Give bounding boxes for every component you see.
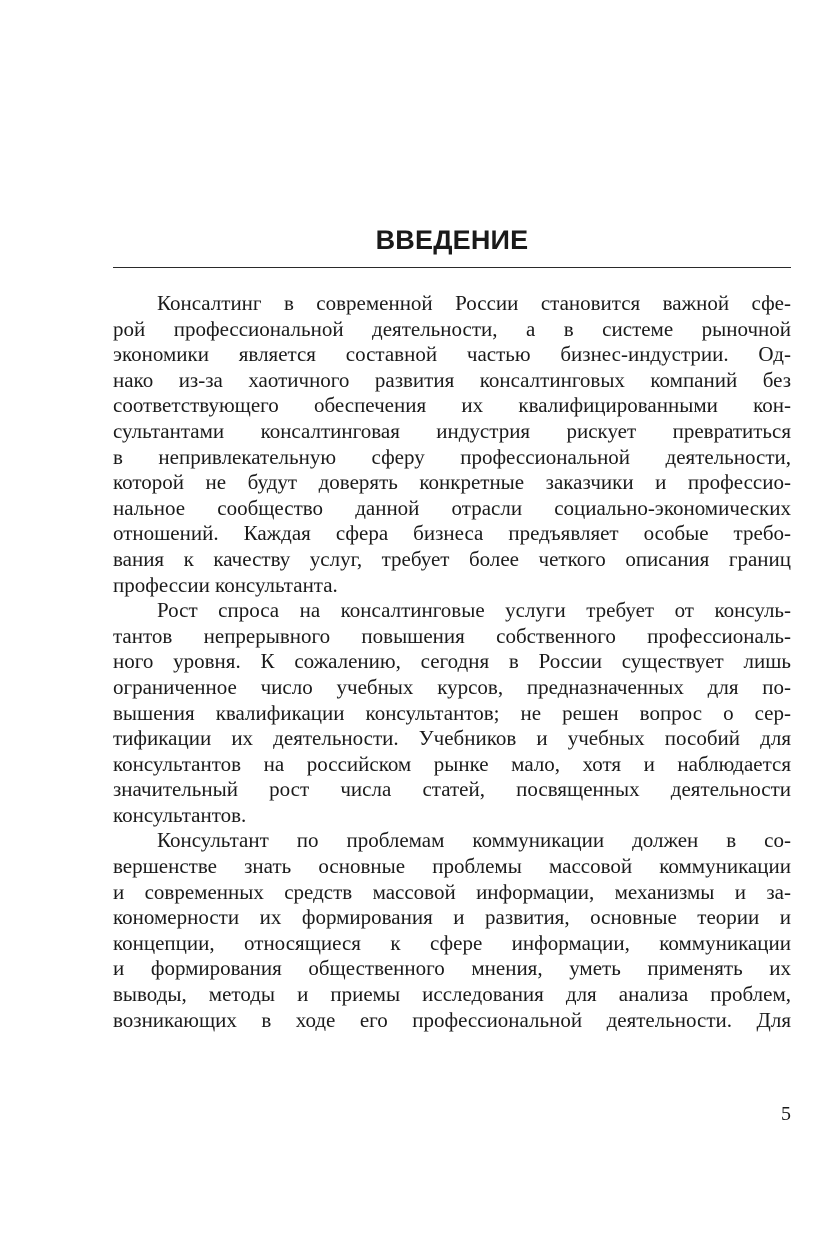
- text-line: экономики является составной частью бизнес-индустрии. Од-: [113, 342, 791, 367]
- text-line: тантов непрерывного повышения собственного профессиональ-: [113, 623, 791, 648]
- text-line: консультантов.: [113, 802, 247, 827]
- paragraph-1: [113, 291, 791, 598]
- paragraph-3: [113, 828, 791, 1033]
- text-line: возникающих в ходе его профессиональной деятельности. Для: [113, 1007, 791, 1032]
- text-line: отношений. Каждая сфера бизнеса предъявляет особые требо-: [113, 521, 791, 546]
- text-line: нако из-за хаотичного развития консалтинговых компаний без: [113, 367, 791, 392]
- chapter-title: ВВЕДЕНИЕ: [375, 225, 529, 255]
- text-line: профессии консультанта.: [113, 572, 338, 597]
- text-line: Рост спроса на консалтинговые услуги требует от консуль-: [157, 598, 791, 623]
- text-line: нальное сообщество данной отрасли социально-экономических: [113, 495, 791, 520]
- text-line: и формирования общественного мнения, уметь применять их: [113, 956, 791, 981]
- body-text: [113, 291, 791, 1033]
- text-line: рой профессиональной деятельности, а в системе рыночной: [113, 316, 791, 341]
- page-number: 5: [781, 1103, 791, 1125]
- text-line: Консультант по проблемам коммуникации должен в со-: [157, 828, 791, 853]
- text-line: тификации их деятельности. Учебников и учебных пособий для: [113, 726, 791, 751]
- text-line: ограниченное число учебных курсов, предназначенных для по-: [113, 674, 791, 699]
- text-line: в непривлекательную сферу профессиональной деятельности,: [113, 444, 791, 469]
- paragraph-2: [113, 598, 791, 828]
- text-line: и современных средств массовой информации, механизмы и за-: [113, 879, 791, 904]
- text-line: консультантов на российском рынке мало, хотя и наблюдается: [113, 751, 791, 776]
- text-line: ного уровня. К сожалению, сегодня в России существует лишь: [113, 649, 791, 674]
- text-line: вышения квалификации консультантов; не решен вопрос о сер-: [113, 700, 791, 725]
- text-line: вания к качеству услуг, требует более четкого описания границ: [113, 546, 791, 571]
- text-line: значительный рост числа статей, посвященных деятельности: [113, 777, 791, 802]
- text-line: соответствующего обеспечения их квалифицированными кон-: [113, 393, 791, 418]
- text-line: выводы, методы и приемы исследования для анализа проблем,: [113, 982, 791, 1007]
- title-underline-rule: [113, 267, 791, 268]
- text-line: Консалтинг в современной России становится важной сфе-: [157, 291, 791, 315]
- text-line: вершенстве знать основные проблемы массовой коммуникации: [113, 854, 791, 879]
- text-line: которой не будут доверять конкретные заказчики и профессио-: [113, 470, 791, 495]
- text-line: концепции, относящиеся к сфере информации, коммуникации: [113, 930, 791, 955]
- text-line: сультантами консалтинговая индустрия рискует превратиться: [113, 418, 791, 443]
- text-line: кономерности их формирования и развития, основные теории и: [113, 905, 791, 930]
